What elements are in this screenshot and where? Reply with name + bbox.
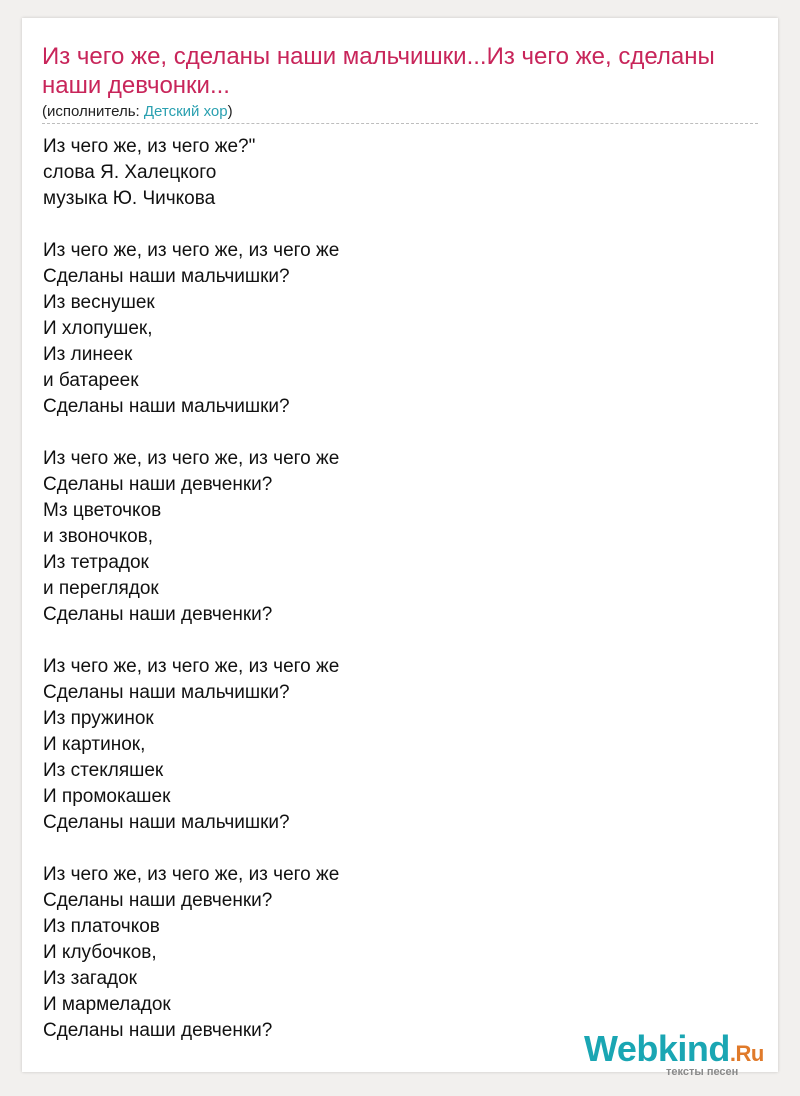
lyric-line: и переглядок (43, 578, 159, 599)
lyric-line: Из линеек (43, 344, 133, 365)
dashed-divider (42, 123, 758, 124)
logo-tagline: тексты песен (666, 1066, 739, 1078)
lyric-line: Из чего же, из чего же, из чего же (43, 656, 340, 677)
lyric-line: Сделаны наши девченки? (43, 604, 273, 625)
logo-name: Webkind (584, 1028, 730, 1069)
webkind-logo[interactable] (584, 1028, 774, 1078)
lyric-line: музыка Ю. Чичкова (43, 188, 216, 209)
lyric-line: слова Я. Халецкого (43, 162, 217, 183)
lyric-line: Из чего же, из чего же, из чего же (43, 864, 340, 885)
lyric-line: Из чего же, из чего же, из чего же (43, 448, 340, 469)
lyric-line: Из загадок (43, 968, 137, 989)
artist-prefix: (исполнитель: (42, 103, 144, 120)
lyric-line: Из стекляшек (43, 760, 164, 781)
lyric-line: И мармеладок (43, 994, 171, 1015)
lyrics-text (43, 134, 339, 1044)
lyric-line: Из пружинок (43, 708, 154, 729)
lyric-line: И картинок, (43, 734, 146, 755)
lyric-line: Из веснушек (43, 292, 155, 313)
stanza-break (43, 212, 339, 238)
logo-tld: .Ru (729, 1041, 764, 1066)
song-title: Из чего же, сделаны наши мальчишки...Из чего же, сделаны наши девчонки... (42, 43, 715, 99)
lyric-line: И клубочков, (43, 942, 157, 963)
stanza-break (43, 836, 339, 862)
lyric-line: Сделаны наши мальчишки? (43, 266, 290, 287)
lyric-line: Сделаны наши девченки? (43, 1020, 273, 1041)
lyric-line: Сделаны наши мальчишки? (43, 812, 290, 833)
stanza-break (43, 628, 339, 654)
artist-meta (42, 103, 233, 121)
lyric-line: Из тетрадок (43, 552, 149, 573)
lyrics-card (22, 18, 778, 1078)
lyric-line: Сделаны наши девченки? (43, 890, 273, 911)
lyric-line: И промокашек (43, 786, 171, 807)
lyric-line: Мз цветочков (43, 500, 162, 521)
lyric-line: Сделаны наши девченки? (43, 474, 273, 495)
lyric-line: Из чего же, из чего же?" (43, 136, 256, 157)
lyric-line: И хлопушек, (43, 318, 153, 339)
lyric-line: Сделаны наши мальчишки? (43, 396, 290, 417)
lyric-line: и батареек (43, 370, 139, 391)
lyric-line: Из платочков (43, 916, 160, 937)
lyric-line: и звоночков, (43, 526, 154, 547)
artist-link[interactable]: Детский хор (143, 103, 228, 120)
lyric-line: Сделаны наши мальчишки? (43, 682, 290, 703)
artist-suffix: ) (227, 103, 233, 120)
stanza-break (43, 420, 339, 446)
lyric-line: Из чего же, из чего же, из чего же (43, 240, 340, 261)
